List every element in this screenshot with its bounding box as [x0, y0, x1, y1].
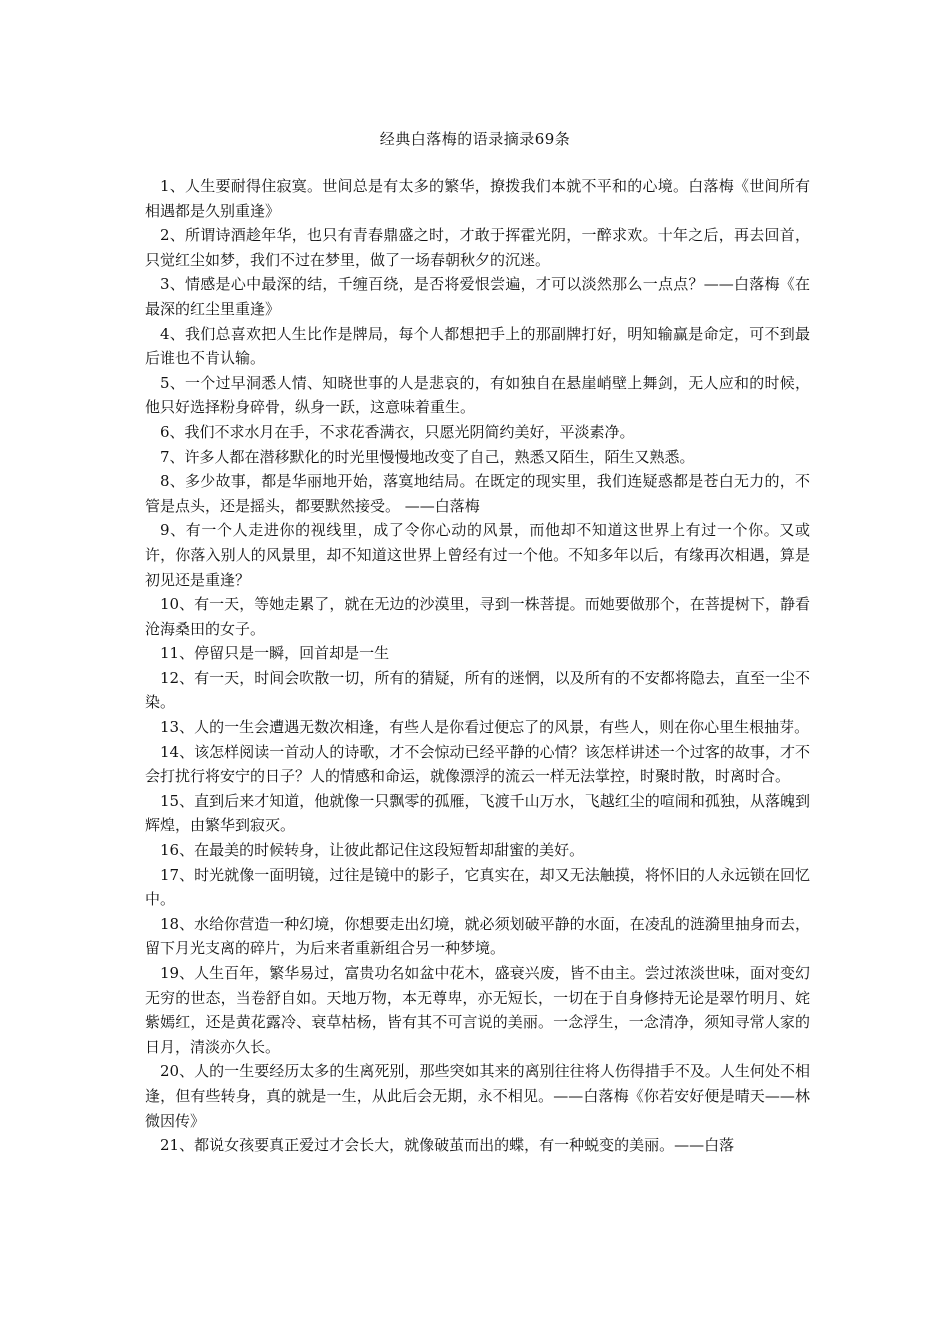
paragraph-1: 1、人生要耐得住寂寞。世间总是有太多的繁华，撩拨我们本就不平和的心境。白落梅《世间所有相遇都是久别重逢》 [145, 177, 810, 220]
paragraph-14: 14、该怎样阅读一首动人的诗歌，才不会惊动已经平静的心情？该怎样讲述一个过客的故事，才不会打扰行将安宁的日子？人的情感和命运，就像漂浮的流云一样无法掌控，时聚时散，时离时合。 [145, 742, 810, 786]
paragraph-20: 20、人的一生要经历太多的生离死别，那些突如其来的离别往往将人伤得措手不及。人生何处不相逢，但有些转身，真的就是一生，从此后会无期，永不相见。——白落梅《你若安好便是晴天——林微因传》 [145, 1062, 810, 1130]
document-body [145, 174, 810, 1219]
paragraph-9: 9、有一个人走进你的视线里，成了令你心动的风景，而他却不知道这世界上有过一个你。又或许，你落入别人的风景里，却不知道这世界上曾经有过一个他。不知多年以后，有缘再次相遇，算是初见还是重逢？ [145, 521, 810, 589]
paragraph-5: 5、一个过早洞悉人情、知晓世事的人是悲哀的，有如独自在悬崖峭壁上舞剑，无人应和的时候，他只好选择粉身碎骨，纵身一跃，这意味着重生。 [145, 373, 810, 417]
paragraph-15: 15、直到后来才知道，他就像一只飘零的孤雁，飞渡千山万水，飞越红尘的喧闹和孤独，从落魄到辉煌，由繁华到寂灭。 [145, 791, 810, 835]
paragraph-2: 2、所谓诗酒趁年华，也只有青春鼎盛之时，才敢于挥霍光阴，一醉求欢。十年之后，再去回首，只觉红尘如梦，我们不过在梦里，做了一场春朝秋夕的沉迷。 [145, 226, 810, 269]
paragraph-17: 17、时光就像一面明镜，过往是镜中的影子，它真实在，却又无法触摸，将怀旧的人永远锁在回忆中。 [145, 865, 810, 909]
paragraph-19: 19、人生百年，繁华易过，富贵功名如盆中花木，盛衰兴废，皆不由主。尝过浓淡世味，面对变幻无穷的世态，当卷舒自如。天地万物，本无尊卑，亦无短长，一切在于自身修持无论是翠竹明月、姹紫嫣红，还是黄花露冷、衰草枯杨，皆有其不可言说的美丽。一念浮生，一念清净，须知寻常人家的日月，清淡亦久长。 [145, 964, 810, 1056]
document-title: 经典白落梅的语录摘录69条 [379, 130, 571, 148]
paragraph-6: 6、我们不求水月在手，不求花香满衣，只愿光阴简约美好，平淡素净。 [160, 422, 635, 441]
paragraph-7: 7、许多人都在潜移默化的时光里慢慢地改变了自己，熟悉又陌生，陌生又熟悉。 [160, 447, 695, 466]
paragraph-11: 11、停留只是一瞬，回首却是一生 [160, 644, 390, 663]
paragraph-18: 18、水给你营造一种幻境，你想要走出幻境，就必须划破平静的水面，在凌乱的涟漪里抽身而去，留下月光支离的碎片，为后来者重新组合另一种梦境。 [145, 914, 810, 958]
paragraph-16: 16、在最美的时候转身，让彼此都记住这段短暂却甜蜜的美好。 [160, 841, 585, 860]
paragraph-4: 4、我们总喜欢把人生比作是牌局，每个人都想把手上的那副牌打好，明知输赢是命定，可不到最后谁也不肯认输。 [145, 324, 810, 368]
paragraph-12: 12、有一天，时间会吹散一切，所有的猜疑，所有的迷惘，以及所有的不安都将隐去，直至一尘不染。 [145, 668, 810, 712]
paragraph-10: 10、有一天，等她走累了，就在无边的沙漠里，寻到一株菩提。而她要做那个，在菩提树下，静看沧海桑田的女子。 [145, 595, 810, 638]
paragraph-8: 8、多少故事，都是华丽地开始，落寞地结局。在既定的现实里，我们连疑惑都是苍白无力的，不管是点头，还是摇头，都要默然接受。 ——白落梅 [145, 472, 810, 515]
paragraph-13: 13、人的一生会遭遇无数次相逢，有些人是你看过便忘了的风景，有些人，则在你心里生根抽芽。 [160, 718, 810, 737]
paragraph-3: 3、情感是心中最深的结，千缠百绕，是否将爱恨尝遍，才可以淡然那么一点点？——白落梅《在最深的红尘里重逢》 [145, 275, 810, 318]
paragraph-21: 21、都说女孩要真正爱过才会长大，就像破茧而出的蝶，有一种蜕变的美丽。——白落 [160, 1136, 735, 1155]
